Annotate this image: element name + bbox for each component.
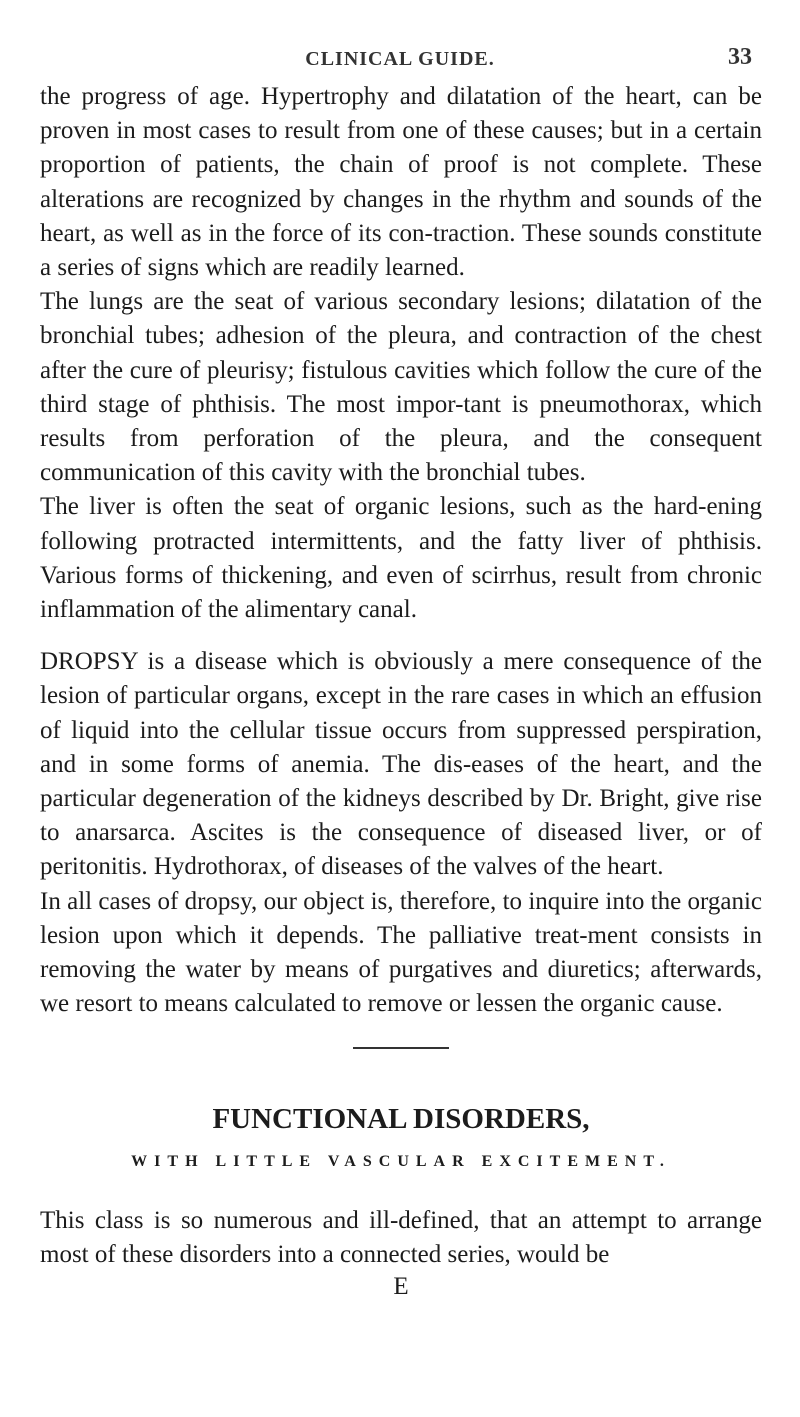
paragraph-functional-disorders: This class is so numerous and ill-defined, that an attempt to arrange most of these disorders into a connected series, would be [40, 1206, 762, 1268]
running-head [0, 42, 800, 82]
section-subtitle: WITH LITTLE VASCULAR EXCITEMENT. [131, 1153, 671, 1171]
paragraph-lungs: The lungs are the seat of various secondary lesions; dilatation of the bronchial tubes; adhesion of the pleura, and contraction of the chest after the cure of pleurisy; fistulous cavities which follow the cure of the third stage of phthisis. The most impor-tant is pneumothorax, which results from perforation of the pleura, and the consequent communication of this cavity with the bronchial tubes. [40, 288, 762, 487]
running-title: CLINICAL GUIDE. [305, 48, 495, 70]
body-text [40, 80, 762, 1304]
signature-mark: E [393, 1273, 409, 1301]
paragraph-dropsy-treatment: In all cases of dropsy, our object is, therefore, to inquire into the organic lesion upon which it depends. The palliative treat-ment consists in removing the water by means of purgatives and diuretics; afterwards, we resort to means calculated to remove or lessen the organic cause. [40, 887, 762, 1018]
paragraph-heart: the progress of age. Hypertrophy and dilatation of the heart, can be proven in most cases to result from one of these causes; but in a certain proportion of patients, the chain of proof is not complete. These alterations are recognized by changes in the rhythm and sounds of the heart, as well as in the force of its con-traction. These sounds constitute a series of signs which are readily learned. [40, 83, 762, 282]
paragraph-liver: The liver is often the seat of organic lesions, such as the hard-ening following protracted intermittents, and the fatty liver of phthisis. Various forms of thickening, and even of scirrhus, result from chronic inflammation of the alimentary canal. [40, 493, 762, 624]
section-divider [353, 1047, 449, 1049]
section-title: FUNCTIONAL DISORDERS, [212, 1103, 590, 1136]
page-number: 33 [728, 44, 752, 70]
paragraph-gap [40, 627, 762, 645]
paragraph-dropsy: DROPSY is a disease which is obviously a mere consequence of the lesion of particular organs, except in the rare cases in which an effusion of liquid into the cellular tissue occurs from suppressed perspiration, and in some forms of anemia. The dis-eases of the heart, and the particular degeneration of the kidneys described by Dr. Bright, give rise to anarsarca. Ascites is the consequence of diseased liver, or of peritonitis. Hydrothorax, of diseases of the valves of the heart. [40, 648, 762, 881]
